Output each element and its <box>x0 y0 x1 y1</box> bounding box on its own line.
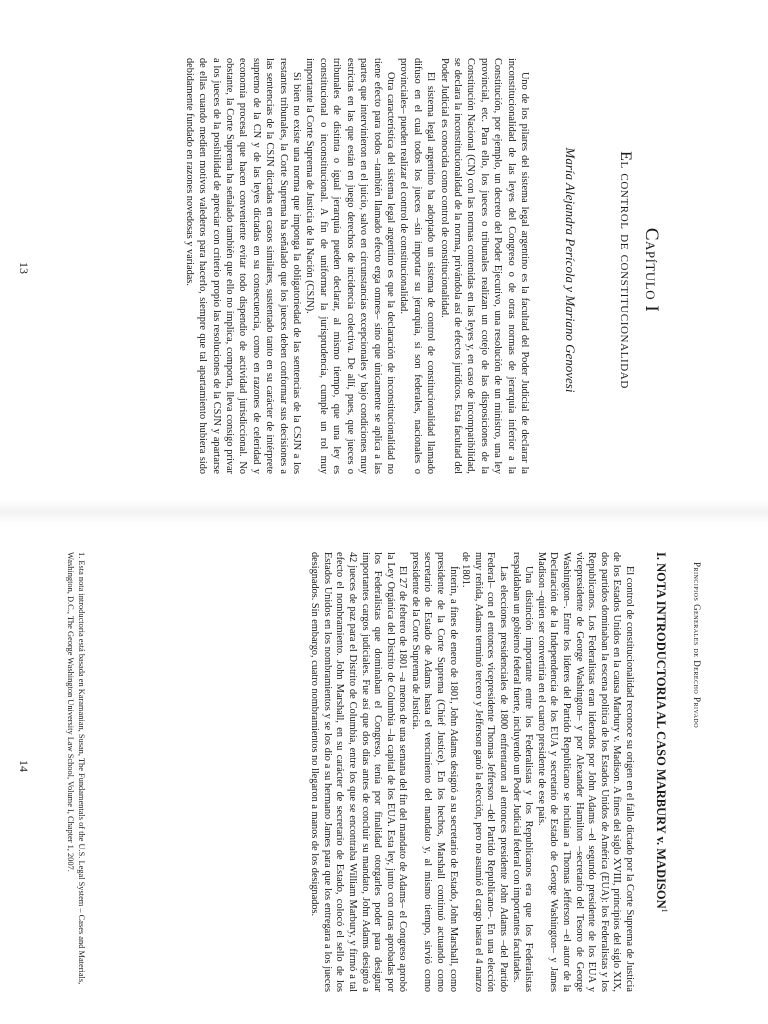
chapter-authors: María Alejandra Perícola y Mariano Genovesi <box>563 147 578 393</box>
paragraph: Una distinción importante entre los Federalistas y los Republicanos era que los Federalistas respaldaban un gobierno federal fuerte, incluyendo un Poder Judicial federal con importantes facultades. <box>510 552 535 992</box>
page-number-left: 13 <box>17 262 31 274</box>
page-number-right: 14 <box>17 760 31 772</box>
paragraph: Uno de los pilares del sistema legal argentino es la facultad del Poder Judicial de declarar la inconstitucionalidad de las leyes del Congreso o de otras normas de jerarquía inferior a la Constitución, por ejemplo, un decreto del Poder Ejecutivo, una resolución de un ministro, una ley provincial, etc. Para ello, los jueces o tribunales realizan un cotejo de las disposiciones de la Constitución Nacional (CN) con las normas contenidas en las leyes y, en caso de incompatibilidad, se declara la inconstitucionalidad de la norma, privándola así de efectos jurídicos. Esta facultad del Poder Judicial es conocida como control de constitucionalidad. <box>438 58 530 474</box>
section-heading-text: I. NOTA INTRODUCTORIA AL CASO MARBURY v. MADISON <box>653 552 668 909</box>
chapter-body-text <box>182 58 531 474</box>
section-body-text <box>308 552 635 992</box>
chapter-label: Capítulo I <box>641 227 662 313</box>
footnote: 1. Esta nota introductoria está basada en Karamanian, Susan, The Fundamentals of the U.S. Legal System – Cases and Materials, Washington, D.C., The George Washington University Law School, Volume I, Chapter 1, 2007. <box>66 552 86 985</box>
paragraph: Otra característica del sistema legal argentino es que la declaración de inconstitucionalidad no tiene efecto para todos –también llamado efecto erga omnes– sino que únicamente se aplica a las partes que intervinieron en el juicio, salvo en circunstancias excepcionales y bajo condiciones muy estrictas en las que están en juego derechos de incidencia colectiva. De allí, pues, que jueces o tribunales de distinta o igual jerarquía pueden declarar, al mismo tiempo, que una ley es constitucional o inconstitucional. A fin de uniformar la jurisprudencia, cumple un rol muy importante la Corte Suprema de Justicia de la Nación (CSJN). <box>304 58 396 474</box>
paragraph: El sistema legal argentino ha adoptado un sistema de control de constitucionalidad llamado difuso en el cual todos los jueces –sin importar su jerarquía, si son federales, nacionales o provinciales– pueden realizar el control de constitucionalidad. <box>398 58 437 474</box>
paragraph: Las elecciones presidenciales de 1800 enfrentaron al entonces presidente John Adams –del Partido Federal– con el entonces vicepresidente Thomas Jefferson –del Partido Republicano–. En una elección muy reñida, Adams terminó tercero y Jefferson ganó la elección, pero no asumió el cargo hasta el 4 marzo de 1801. <box>460 552 510 992</box>
paragraph: Si bien no existe una norma que imponga la obligatoriedad de las sentencias de la CSJN a los restantes tribunales, la Corte Suprema ha señalado que los jueces deben conformar sus decisiones a las sentencias de la CSJN dictadas en casos similares, sustentado tanto en su carácter de intérprete supremo de la CN y de las leyes dictadas en su consecuencia, como en razones de celeridad y economía procesal que hacen conveniente evitar todo dispendio de actividad jurisdiccional. No obstante, la Corte Suprema ha señalado también que ello no implica, comporta, lleva consigo privar a los jueces de la posibilidad de apreciar con criterio propio las resoluciones de la CSJN y apartarse de ellas cuando medien motivos valederos para hacerlo, siempre que tal apartamiento hubiera sido debidamente fundado en razones novedosas y variadas. <box>183 58 303 474</box>
page-14 <box>0 512 768 1024</box>
chapter-title: El control de constitucionalidad <box>617 151 634 389</box>
paragraph: El 27 de febrero de 1801 –a menos de una semana del fin del mandato de Adams– el Congreso aprobó la Ley Orgánica del Distrito de Columbia –la capital de los EUA. Esta ley, junto con otras aprobadas por los Federalistas que dominaban el Congreso, tenía por finalidad otorgarles poder para designar importantes cargos judiciales. Fue así que dos días antes de concluir su mandato, John Adams designó a 42 jueces de paz para el Distrito de Columbia, entre los que se encontraba William Marbury, y firmó a tal efecto el nombramiento. John Marshall, en su carácter de secretario de Estado, colocó el sello de los Estados Unidos en los nombramientos y se los dio a su hermano James para que los entregara a los jueces designados. Sin embargo, cuatro nombramientos no llegaron a manos de los designados. <box>309 552 409 992</box>
footnote-marker: 1 <box>660 908 669 913</box>
paragraph: El control de constitucionalidad reconoce su origen en el fallo dictado por la Corte Suprema de Justicia de los Estados Unidos en la causa Marbury v. Madison. A fines del siglo XVIII, principios del siglo XIX, dos partidos dominaban la escena política de los Estados Unidos de América (EUA): los Federalistas y los Republicanos. Los Federalistas eran liderados por John Adams –el segundo presidente de los EUA y vicepresidente de George Washington– y por Alexander Hamilton –secretario del Tesoro de George Washington–. Entre los líderes del Partido Republicano se incluían a Thomas Jefferson –el autor de la Declaración de la Independencia de los EUA y secretario de Estado de George Washington– y James Madison –quien ser convertiría en el cuarto presidente de ese país. <box>535 552 635 992</box>
paragraph: Ínterin, a fines de enero de 1801, John Adams designó a su secretario de Estado, John Marshall, como presidente de la Corte Suprema (Chief Justice). En los hechos, Marshall continuó actuando como secretario de Estado de Adams hasta el vencimiento del mandato y, al mismo tiempo, sirvió como presidente de la Corte Suprema de Justicia. <box>409 552 459 992</box>
running-head: Principios Generales de Derecho Privado <box>692 562 702 729</box>
section-heading <box>653 552 672 992</box>
